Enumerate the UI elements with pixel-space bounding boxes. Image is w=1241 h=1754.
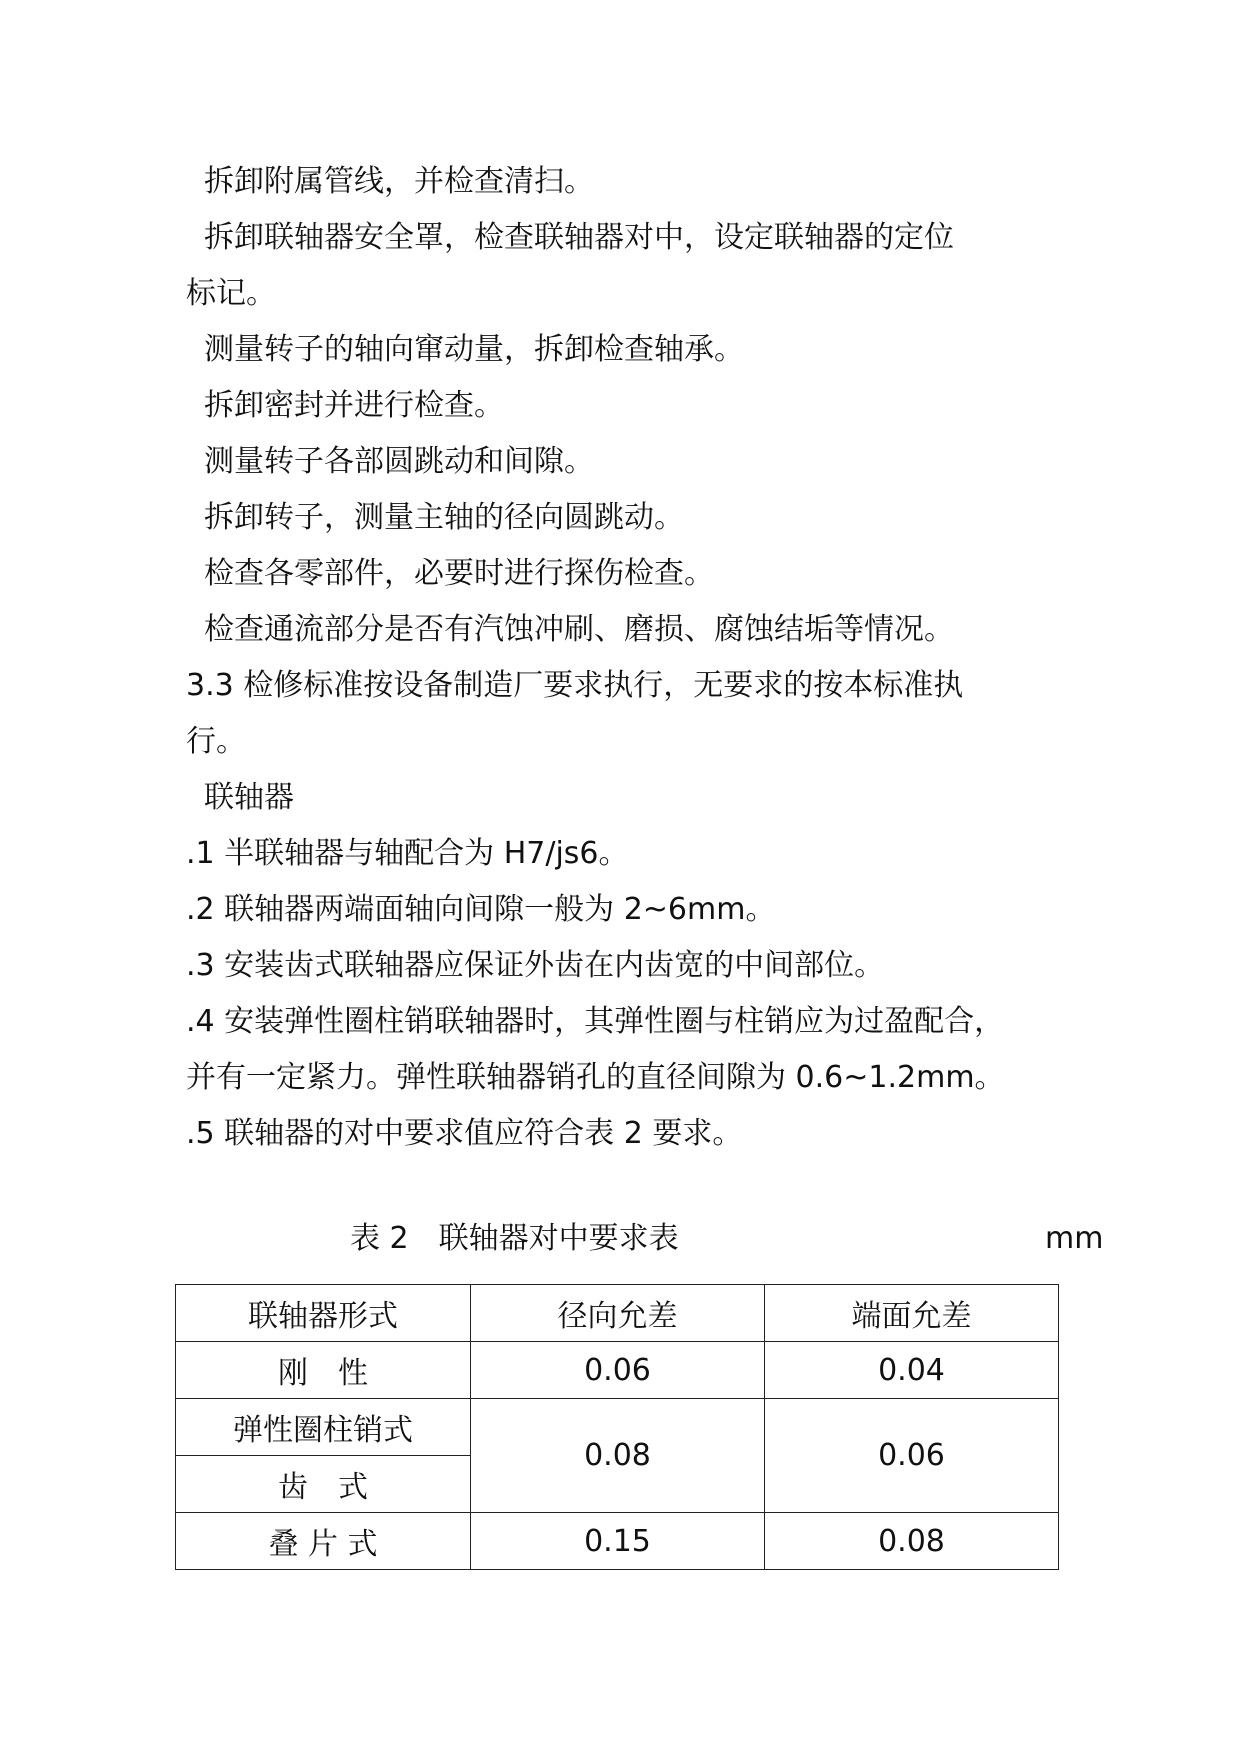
header-cell: 端面允差 (765, 1285, 1059, 1342)
radial-tolerance-cell: 0.06 (471, 1342, 765, 1399)
coupling-type-cell: 弹性圈柱销式 (176, 1399, 471, 1456)
face-tolerance-cell: 0.06 (765, 1399, 1059, 1513)
table-title: 表 2 联轴器对中要求表 (350, 1221, 679, 1256)
table-row (176, 1399, 1059, 1456)
clause-5: .5 联轴器的对中要求值应符合表 2 要求。 (186, 1116, 743, 1151)
paragraph: 测量转子各部圆跳动和间隙。 (204, 444, 594, 479)
table-row (176, 1342, 1059, 1399)
paragraph: 测量转子的轴向窜动量，拆卸检查轴承。 (204, 332, 744, 367)
paragraph: 拆卸密封并进行检查。 (204, 388, 504, 423)
coupling-alignment-table (175, 1284, 1059, 1570)
paragraph: 检查各零部件，必要时进行探伤检查。 (204, 556, 714, 591)
header-cell: 联轴器形式 (176, 1285, 471, 1342)
paragraph-continuation: 行。 (186, 724, 246, 759)
clause-3: .3 安装齿式联轴器应保证外齿在内齿宽的中间部位。 (186, 948, 885, 983)
face-tolerance-cell: 0.08 (765, 1513, 1059, 1570)
paragraph: 检查通流部分是否有汽蚀冲刷、磨损、腐蚀结垢等情况。 (204, 612, 954, 647)
coupling-type-cell: 齿 式 (176, 1456, 471, 1513)
paragraph: 拆卸转子，测量主轴的径向圆跳动。 (204, 500, 684, 535)
paragraph: 拆卸联轴器安全罩，检查联轴器对中，设定联轴器的定位 (204, 220, 954, 255)
face-tolerance-cell: 0.04 (765, 1342, 1059, 1399)
clause-4: .4 安装弹性圈柱销联轴器时，其弹性圈与柱销应为过盈配合， (186, 1004, 1005, 1039)
paragraph-continuation: 标记。 (186, 276, 276, 311)
radial-tolerance-cell: 0.15 (471, 1513, 765, 1570)
coupling-type-cell: 刚 性 (176, 1342, 471, 1399)
table-header-row (176, 1285, 1059, 1342)
clause-1: .1 半联轴器与轴配合为 H7/js6。 (186, 836, 629, 871)
clause-2: .2 联轴器两端面轴向间隙一般为 2~6mm。 (186, 892, 776, 927)
table-unit: mm (1045, 1221, 1104, 1256)
paragraph: 拆卸附属管线，并检查清扫。 (204, 164, 594, 199)
radial-tolerance-cell: 0.08 (471, 1399, 765, 1513)
paragraph-continuation: 并有一定紧力。弹性联轴器销孔的直径间隙为 0.6~1.2mm。 (186, 1060, 1005, 1095)
coupling-type-cell: 叠 片 式 (176, 1513, 471, 1570)
section-3-3: 3.3 检修标准按设备制造厂要求执行，无要求的按本标准执 (186, 668, 964, 703)
section-heading: 联轴器 (204, 780, 294, 815)
table-caption (0, 1219, 1241, 1259)
header-cell: 径向允差 (471, 1285, 765, 1342)
table-row (176, 1513, 1059, 1570)
